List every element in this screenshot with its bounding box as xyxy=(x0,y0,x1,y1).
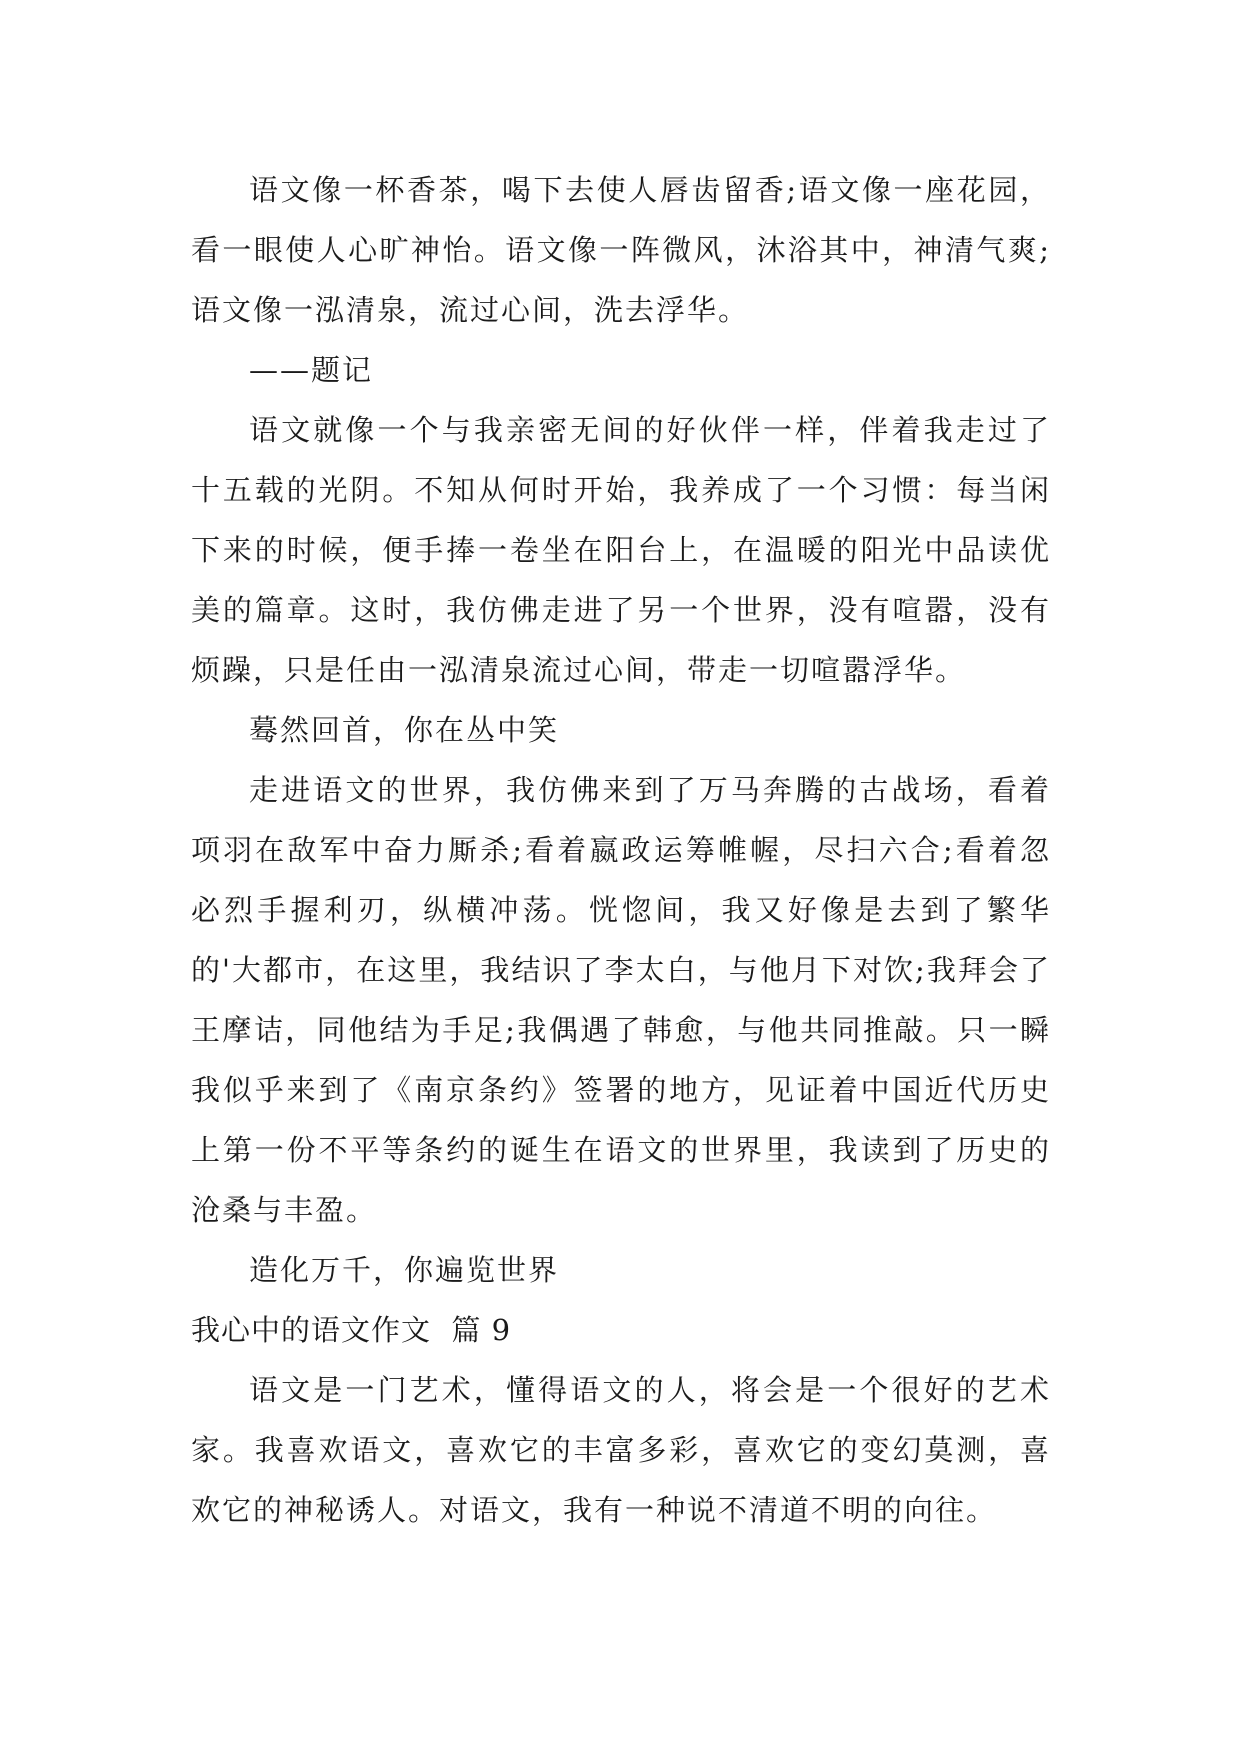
document-body xyxy=(191,160,1051,1540)
paragraph-history-world: 走进语文的世界，我仿佛来到了万马奔腾的古战场，看着项羽在敌军中奋力厮杀;看着嬴政运筹帷幄，尽扫六合;看着忽必烈手握利刃，纵横冲荡。恍惚间，我又好像是去到了繁华的'大都市，在这里，我结识了李太白，与他月下对饮;我拜会了王摩诘，同他结为手足;我偶遇了韩愈，与他共同推敲。只一瞬我似乎来到了《南京条约》签署的地方，见证着中国近代历史上第一份不平等条约的诞生在语文的世界里，我读到了历史的沧桑与丰盈。 xyxy=(191,773,1051,1227)
subheading-world-view: 造化万千，你遍览世界 xyxy=(249,1253,560,1287)
section-title: 我心中的语文作文 篇 9 xyxy=(191,1313,512,1347)
paragraph-epigraph-attribution: ——题记 xyxy=(249,353,374,387)
subheading-looking-back: 蓦然回首，你在丛中笑 xyxy=(249,713,560,747)
paragraph-companion: 语文就像一个与我亲密无间的好伙伴一样，伴着我走过了十五载的光阴。不知从何时开始，我养成了一个习惯：每当闲下来的时候，便手捧一卷坐在阳台上，在温暖的阳光中品读优美的篇章。这时，我仿佛走进了另一个世界，没有喧嚣，没有烦躁，只是任由一泓清泉流过心间，带走一切喧嚣浮华。 xyxy=(191,413,1051,687)
paragraph-intro: 语文像一杯香茶，喝下去使人唇齿留香;语文像一座花园，看一眼使人心旷神怡。语文像一阵微风，沐浴其中，神清气爽;语文像一泓清泉，流过心间，洗去浮华。 xyxy=(191,173,1051,327)
paragraph-art: 语文是一门艺术，懂得语文的人，将会是一个很好的艺术家。我喜欢语文，喜欢它的丰富多彩，喜欢它的变幻莫测，喜欢它的神秘诱人。对语文，我有一种说不清道不明的向往。 xyxy=(191,1373,1051,1527)
